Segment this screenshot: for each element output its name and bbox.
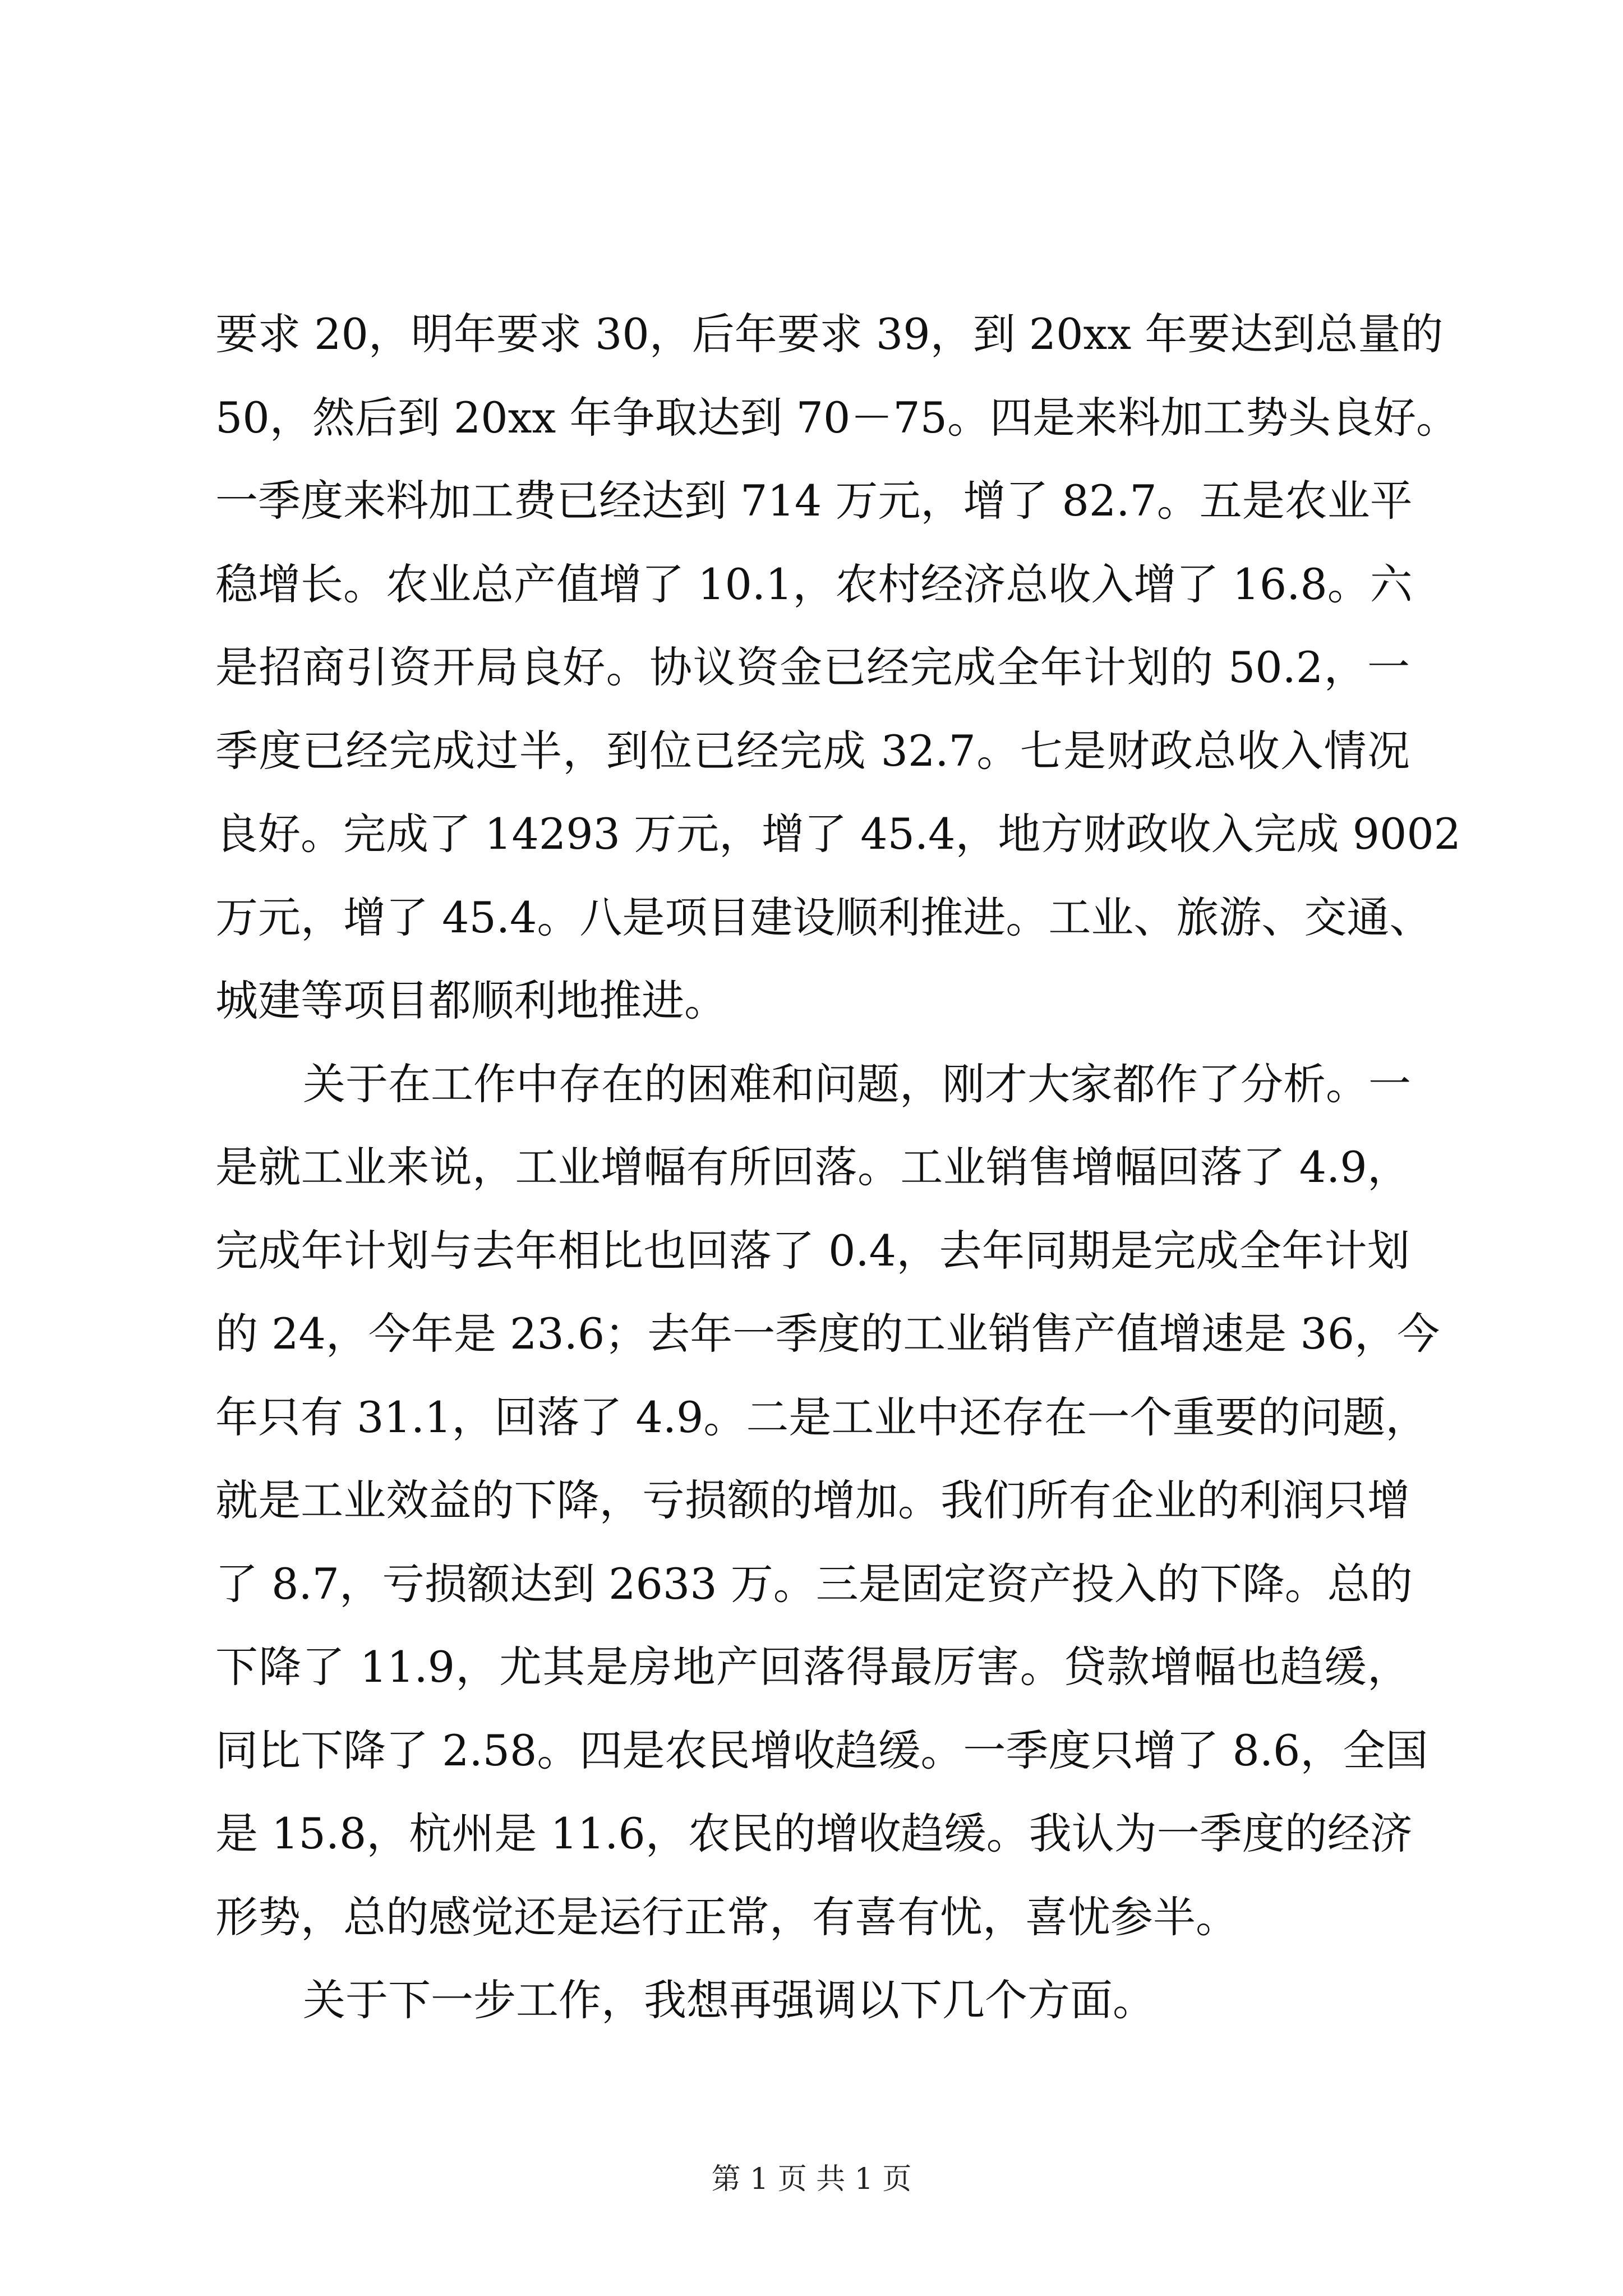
text-line: 年只有 31.1，回落了 4.9。二是工业中还存在一个重要的问题， (215, 1392, 1428, 1442)
text-line: 了 8.7，亏损额达到 2633 万。三是固定资产投入的下降。总的 (215, 1558, 1413, 1609)
text-line: 是就工业来说，工业增幅有所回落。工业销售增幅回落了 4.9， (215, 1142, 1410, 1192)
text-line: 同比下降了 2.58。四是农民增收趋缓。一季度只增了 8.6，全国 (215, 1725, 1428, 1775)
paragraph-end-line: 城建等项目都顺利地推进。 (215, 976, 727, 1025)
text-line: 是 15.8，杭州是 11.6，农民的增收趋缓。我认为一季度的经济 (215, 1809, 1413, 1858)
paragraph-first-line: 关于在工作中存在的困难和问题，刚才大家都作了分析。一 (303, 1059, 1411, 1109)
text-line: 稳增长。农业总产值增了 10.1，农村经济总收入增了 16.8。六 (215, 559, 1413, 609)
text-line: 是招商引资开局良好。协议资金已经完成全年计划的 50.2，一 (215, 642, 1410, 692)
paragraph-end-line: 形势，总的感觉还是运行正常，有喜有忧，喜忧参半。 (215, 1892, 1238, 1942)
paragraph-single-line: 关于下一步工作，我想再强调以下几个方面。 (303, 1975, 1155, 2025)
text-line: 完成年计划与去年相比也回落了 0.4，去年同期是完成全年计划 (215, 1225, 1410, 1276)
document-body (215, 293, 1461, 2042)
text-line: 万元，增了 45.4。八是项目建设顺利推进。工业、旅游、交通、 (215, 892, 1432, 942)
text-line: 的 24，今年是 23.6；去年一季度的工业销售产值增速是 36，今 (215, 1309, 1440, 1359)
text-line: 良好。完成了 14293 万元，增了 45.4，地方财政收入完成 9002 (215, 809, 1461, 859)
text-line: 50，然后到 20xx 年争取达到 70－75。四是来料加工势头良好。 (215, 392, 1459, 443)
text-line: 就是工业效益的下降，亏损额的增加。我们所有企业的利润只增 (215, 1475, 1410, 1525)
text-line: 季度已经完成过半，到位已经完成 32.7。七是财政总收入情况 (215, 725, 1410, 776)
text-line: 要求 20，明年要求 30，后年要求 39，到 20xx 年要达到总量的 (215, 309, 1444, 359)
text-line: 下降了 11.9，尤其是房地产回落得最厉害。贷款增幅也趋缓， (215, 1642, 1410, 1692)
page-number-footer: 第 1 页 共 1 页 (711, 2162, 912, 2196)
text-line: 一季度来料加工费已经达到 714 万元，增了 82.7。五是农业平 (215, 476, 1413, 526)
